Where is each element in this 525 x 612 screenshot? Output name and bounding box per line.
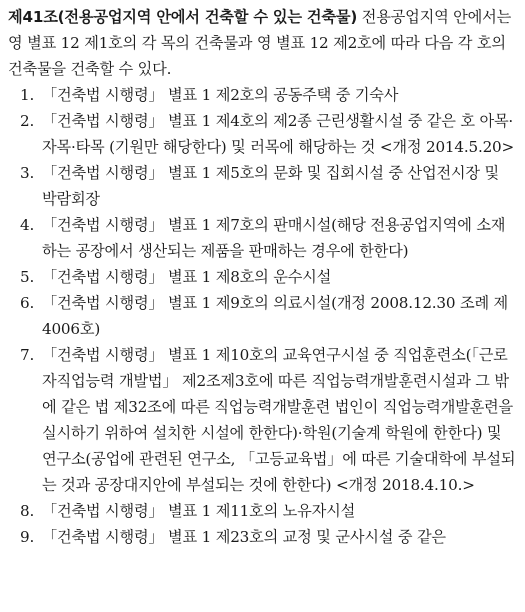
list-item — [8, 342, 516, 498]
item-number: 4. — [20, 216, 35, 234]
item-text: 「건축법 시행령」 별표 1 제9호의 의료시설(개정 2008.12.30 조례 제4006호) — [42, 294, 509, 338]
item-number: 8. — [20, 502, 35, 520]
item-number: 7. — [20, 346, 35, 364]
item-number: 6. — [20, 294, 35, 312]
item-text: 「건축법 시행령」 별표 1 제5호의 문화 및 집회시설 중 산업전시장 및 박람회장 — [42, 164, 499, 208]
item-text: 「건축법 시행령」 별표 1 제7호의 판매시설(해당 전용공업지역에 소재하는 공장에서 생산되는 제품을 판매하는 경우에 한한다) — [42, 216, 506, 260]
article-title: 제41조(전용공업지역 안에서 건축할 수 있는 건축물) — [8, 8, 358, 26]
item-number: 3. — [20, 164, 35, 182]
list-item — [8, 264, 516, 290]
item-text: 「건축법 시행령」 별표 1 제23호의 교정 및 군사시설 중 같은 — [42, 528, 446, 546]
item-text: 「건축법 시행령」 별표 1 제11호의 노유자시설 — [42, 502, 356, 520]
item-text: 「건축법 시행령」 별표 1 제2호의 공동주택 중 기숙사 — [42, 86, 399, 104]
list-item — [8, 160, 516, 212]
item-text: 「건축법 시행령」 별표 1 제8호의 운수시설 — [42, 268, 332, 286]
ordinance-document — [8, 4, 516, 550]
item-number: 1. — [20, 86, 35, 104]
item-list — [8, 82, 516, 550]
item-amendment-note: <개정 2014.5.20> — [379, 138, 515, 156]
list-item — [8, 290, 516, 342]
item-text: 「건축법 시행령」 별표 1 제4호의 제2종 근린생활시설 중 같은 호 아목·자목·타목 (기원만 해당한다) 및 러목에 해당하는 것 — [42, 112, 514, 156]
list-item — [8, 498, 516, 524]
article-body: 전용공업지역 안에서는 영 별표 12 제1호의 각 목의 건축물과 영 별표 12 제2호에 따라 다음 각 호의 건축물을 건축할 수 있다. — [8, 8, 512, 78]
item-number: 2. — [20, 112, 35, 130]
item-text: 「건축법 시행령」 별표 1 제10호의 교육연구시설 중 직업훈련소(「근로자직업능력 개발법」 제2조제3호에 따른 직업능력개발훈련시설과 그 밖에 같은 법 제32조에 따른 직업능력개발훈련 법인이 직업능력개발훈련을 실시하기 위하여 설치한 시설에 한한다)·학원(기술계 학원에 한한다) 및 연구소(공업에 관련된 연구소, 「고등교육법」에 따른 기술대학에 부설되는 것과 공장대지안에 부설되는 것에 한한다) — [42, 346, 516, 494]
list-item — [8, 524, 516, 550]
article-41 — [8, 4, 516, 82]
item-number: 9. — [20, 528, 35, 546]
list-item — [8, 82, 516, 108]
item-amendment-note: <개정 2018.4.10.> — [335, 476, 475, 494]
list-item — [8, 212, 516, 264]
list-item — [8, 108, 516, 160]
item-number: 5. — [20, 268, 35, 286]
